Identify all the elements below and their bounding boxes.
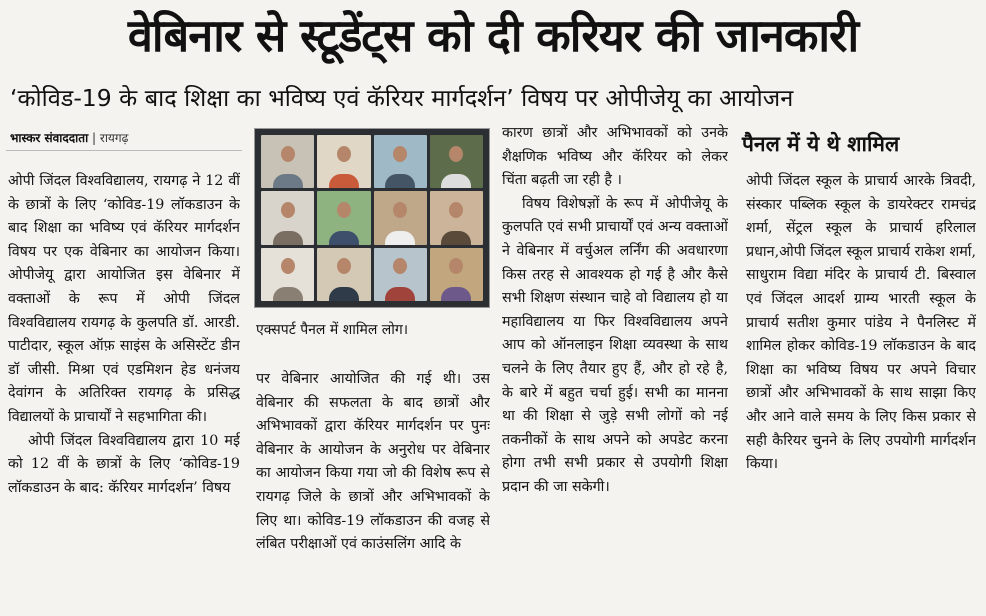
subheadline: ‘कोविड-19 के बाद शिक्षा का भविष्य एवं कॅरियर मार्गदर्शन’ विषय पर ओपीजेयू का आयोजन (10, 84, 794, 112)
participant-tile (261, 191, 314, 244)
column-3 (502, 122, 728, 616)
participant-tile (430, 135, 483, 188)
participant-tile (317, 135, 370, 188)
participant-tile (374, 191, 427, 244)
col3-paragraph-2: विषय विशेषज्ञों के रूप में ओपीजेयू के कुलपति एवं सभी प्राचार्यों एवं अन्य वक्ताओं ने वेबिनार में वर्चुअल लर्निंग की अवधारणा किस तरह से आवश्यक हो गई है और कैसे सभी शिक्षण संस्थान चाहे वो विद्यालय हो या महाविद्यालय या फिर विश्वविद्यालय अपने आप को ऑनलाइन शिक्षा व्यवस्था के साथ चलने के लिए तैयार हुए हैं, और हो रहे है, के बारे में बहुत चर्चा हुई। सभी का मानना था की शिक्षा से जुड़े सभी लोगों को नई तकनीकों के साथ अपने को अपडेट करना होगा तभी सभी प्रकार से उपयोगी शिक्षा प्रदान की जा सकेगी। (502, 195, 728, 495)
participant-tile (374, 135, 427, 188)
byline-divider: | (92, 131, 100, 145)
byline-reporter: भास्कर संवाददाता (10, 131, 89, 145)
participant-tile (261, 248, 314, 301)
byline (10, 126, 240, 150)
participant-tile (317, 191, 370, 244)
col3-paragraph-1: कारण छात्रों और अभिभावकों को उनके शैक्षणिक भविष्य और कॅरियर को लेकर चिंता बढ़ती जा रही है । (502, 125, 728, 189)
col1-paragraph-1: ओपी जिंदल विश्वविद्यालय, रायगढ़ ने 12 वीं के छात्रों के लिए ‘कोविड-19 लॉकडाउन के बाद शिक्षा का भविष्य एवं कॅरियर मार्गदर्शन विषय पर एक वेबिनार का आयोजन किया। ओपीजेयू द्वारा आयोजित इस वेबिनार में वक्ताओं के रूप में ओपी जिंदल विश्वविद्यालय रायगढ़ के कुलपति डॉ. आरडी. पाटीदार, स्कूल ऑफ़ साइंस के असिस्टेंट डीन डॉ जीसी. मिश्रा एवं एडमिशन हेड धनंजय देवांगन के अतिरिक्त रायगढ़ के प्रसिद्ध विद्यालयों के प्राचार्यों ने सहभागिता की। (8, 173, 240, 425)
participant-tile (374, 248, 427, 301)
participant-tile (430, 191, 483, 244)
col4-paragraph-1: ओपी जिंदल स्कूल के प्राचार्य आरके त्रिवदी, संस्कार पब्लिक स्कूल के डायरेक्टर रामचंद्र शर्मा, सेंट्रल स्कूल के प्राचार्य हरिलाल प्रधान,ओपी जिंदल स्कूल प्राचार्य राकेश शर्मा, साधुराम विद्या मंदिर के प्राचार्य टी. बिस्वाल एवं जिंदल आदर्श ग्राम्य भारती स्कूल के प्राचार्य सतीश कुमार पांडेय ने पैनलिस्ट में शामिल होकर कोविड-19 लॉकडाउन के बाद शिक्षा का भविष्य विषय पर अपने विचार छात्रों और अभिभावकों के साथ साझा किए और आने वाले समय के लिए किस प्रकार से सही कैरियर चुनने के लिए उपयोगी मार्गदर्शन किया। (746, 173, 976, 473)
photo-caption: एक्सपर्ट पैनल में शामिल लोग। (256, 322, 409, 338)
participant-tile (317, 248, 370, 301)
headline: वेबिनार से स्टूडेंट्स को दी करियर की जानकारी (127, 9, 859, 62)
col1-paragraph-2: ओपी जिंदल विश्वविद्यालय द्वारा 10 मई को 12 वीं के छात्रों के लिए ‘कोविड-19 लॉकडाउन के बाद: कॅरियर मार्गदर्शन’ विषय (8, 432, 240, 496)
byline-rule (6, 150, 242, 151)
col2-paragraph-1: पर वेबिनार आयोजित की गई थी। उस वेबिनार की सफलता के बाद छात्रों और अभिभावकों द्वारा कॅरियर मार्गदर्शन पर पुनः वेबिनार के आयोजन के अनुरोध पर वेबिनार का आयोजन किया गया जो की विशेष रूप से रायगढ़ जिले के छात्रों और अभिभावकों के लिए था। कोविड-19 लॉकडाउन की वजह से लंबित परीक्षाओं एवं काउंसलिंग आदि के (256, 371, 490, 553)
column-4 (746, 170, 976, 616)
panel-title: पैनल में ये थे शामिल (742, 132, 900, 156)
webinar-screenshot-photo (254, 128, 490, 308)
column-1 (8, 170, 240, 616)
participant-tile (261, 135, 314, 188)
byline-location: रायगढ़ (99, 131, 129, 145)
column-2 (256, 368, 490, 616)
participant-tile (430, 248, 483, 301)
